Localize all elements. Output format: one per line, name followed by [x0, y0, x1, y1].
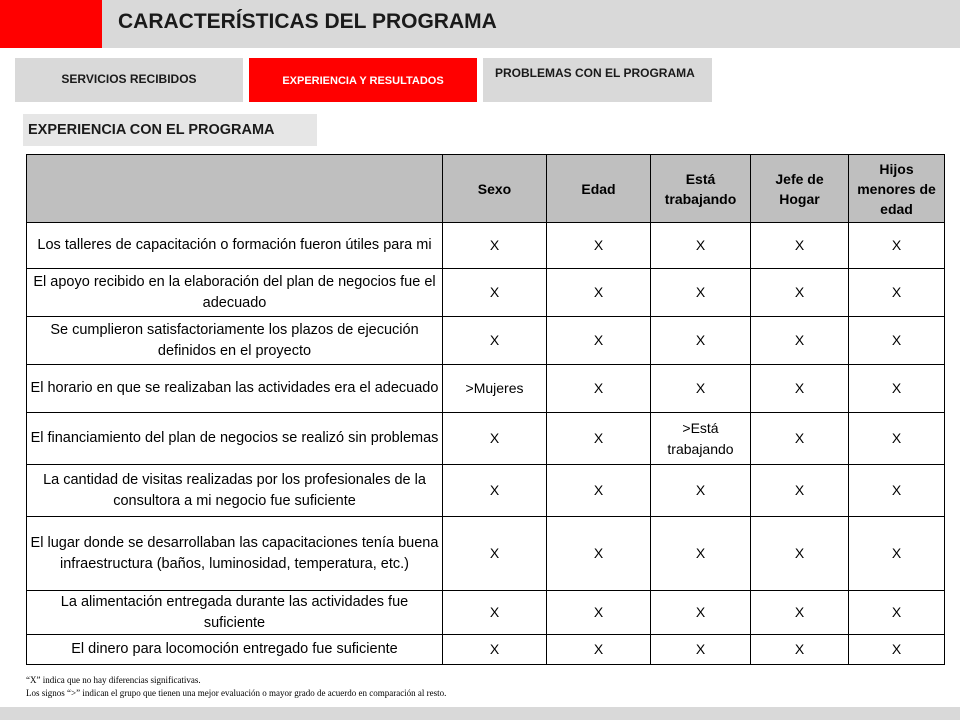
value-cell: X	[547, 635, 651, 665]
table-row	[27, 517, 945, 591]
table-row	[27, 317, 945, 365]
value-cell: X	[443, 635, 547, 665]
value-cell: X	[443, 591, 547, 635]
footnote: “X” indica que no hay diferencias significativas.	[26, 675, 201, 685]
value-cell: >Mujeres	[443, 365, 547, 413]
tab-label: SERVICIOS RECIBIDOS	[61, 72, 197, 86]
table-row	[27, 223, 945, 269]
statement-cell: El dinero para locomoción entregado fue suficiente	[27, 635, 443, 665]
value-cell: X	[751, 365, 849, 413]
statement-cell: El lugar donde se desarrollaban las capacitaciones tenía buena infraestructura (baños, luminosidad, temperatura, etc.)	[27, 517, 443, 591]
value-cell: X	[651, 317, 751, 365]
statement-cell: La cantidad de visitas realizadas por los profesionales de la consultora a mi negocio fue suficiente	[27, 465, 443, 517]
accent-block	[0, 0, 102, 48]
header-cell-hijos-menores: Hijos menores de edad	[849, 155, 945, 223]
value-cell: X	[751, 269, 849, 317]
value-cell: X	[547, 269, 651, 317]
experience-table	[26, 154, 945, 665]
value-cell: X	[751, 223, 849, 269]
value-cell: X	[547, 591, 651, 635]
page-title: CARACTERÍSTICAS DEL PROGRAMA	[118, 10, 497, 33]
header-cell-edad: Edad	[547, 155, 651, 223]
value-cell: X	[751, 413, 849, 465]
value-cell: X	[751, 317, 849, 365]
statement-cell: Los talleres de capacitación o formación fueron útiles para mi	[27, 223, 443, 269]
value-cell: X	[443, 269, 547, 317]
tab-problemas-con-el-programa[interactable]	[483, 58, 712, 102]
table-row	[27, 465, 945, 517]
section-heading	[23, 114, 317, 146]
table-header-row	[27, 155, 945, 223]
value-cell: X	[651, 365, 751, 413]
statement-cell: El financiamiento del plan de negocios se realizó sin problemas	[27, 413, 443, 465]
value-cell: >Está trabajando	[651, 413, 751, 465]
value-cell: X	[547, 517, 651, 591]
value-cell: X	[751, 591, 849, 635]
value-cell: X	[849, 317, 945, 365]
value-cell: X	[547, 465, 651, 517]
value-cell: X	[849, 413, 945, 465]
value-cell: X	[751, 517, 849, 591]
value-cell: X	[849, 635, 945, 665]
header-cell-jefe-de-hogar: Jefe de Hogar	[751, 155, 849, 223]
section-title: EXPERIENCIA CON EL PROGRAMA	[28, 122, 275, 138]
value-cell: X	[751, 465, 849, 517]
table-row	[27, 365, 945, 413]
statement-cell: El horario en que se realizaban las actividades era el adecuado	[27, 365, 443, 413]
table-row	[27, 269, 945, 317]
value-cell: X	[849, 223, 945, 269]
footnotes	[26, 674, 446, 700]
table-row	[27, 635, 945, 665]
tab-label: EXPERIENCIA Y RESULTADOS	[282, 75, 444, 87]
table-row	[27, 591, 945, 635]
statement-cell: El apoyo recibido en la elaboración del plan de negocios fue el adecuado	[27, 269, 443, 317]
value-cell: X	[547, 223, 651, 269]
value-cell: X	[443, 317, 547, 365]
value-cell: X	[443, 413, 547, 465]
value-cell: X	[849, 365, 945, 413]
value-cell: X	[443, 223, 547, 269]
value-cell: X	[849, 269, 945, 317]
tab-label: PROBLEMAS CON EL PROGRAMA	[495, 66, 695, 80]
statement-cell: La alimentación entregada durante las actividades fue suficiente	[27, 591, 443, 635]
value-cell: X	[651, 517, 751, 591]
value-cell: X	[547, 365, 651, 413]
header-cell-esta-trabajando: Está trabajando	[651, 155, 751, 223]
tab-servicios-recibidos[interactable]	[15, 58, 243, 102]
value-cell: X	[651, 591, 751, 635]
value-cell: X	[651, 635, 751, 665]
header-cell-sexo: Sexo	[443, 155, 547, 223]
value-cell: X	[547, 413, 651, 465]
header-cell-blank	[27, 155, 443, 223]
value-cell: X	[849, 591, 945, 635]
value-cell: X	[651, 223, 751, 269]
value-cell: X	[849, 465, 945, 517]
value-cell: X	[547, 317, 651, 365]
table-row	[27, 413, 945, 465]
bottom-bar	[0, 707, 960, 720]
tab-experiencia-y-resultados[interactable]	[249, 58, 477, 102]
footnote: Los signos “>” indican el grupo que tienen una mejor evaluación o mayor grado de acuerdo en comparación al resto.	[26, 688, 447, 698]
statement-cell: Se cumplieron satisfactoriamente los plazos de ejecución definidos en el proyecto	[27, 317, 443, 365]
value-cell: X	[443, 517, 547, 591]
value-cell: X	[651, 269, 751, 317]
value-cell: X	[443, 465, 547, 517]
value-cell: X	[849, 517, 945, 591]
value-cell: X	[751, 635, 849, 665]
value-cell: X	[651, 465, 751, 517]
